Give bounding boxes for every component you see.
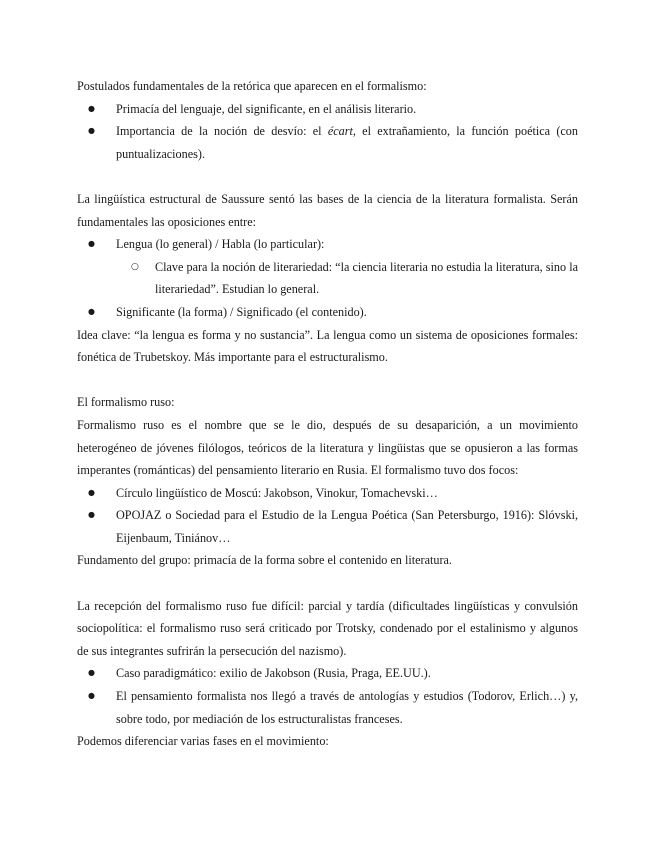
s3-list [77,482,578,550]
list-item-text-post: , el extrañamiento, la función poética (con puntualizaciones). [116,124,578,161]
list-item [77,301,578,324]
list-item-text-pre: Importancia de la noción de desvío: el [116,124,328,139]
s4-list [77,662,578,730]
list-item-text: Caso paradigmático: exilio de Jakobson (Rusia, Praga, EE.UU.). [116,666,431,681]
s2-list-cont [77,301,578,324]
list-item [77,662,578,685]
s2-idea-clave: Idea clave: “la lengua es forma y no sustancia”. La lengua como un sistema de oposiciones formales: fonética de Trubetskoy. Más importante para el estructuralismo. [77,327,578,365]
list-item-text: Primacía del lenguaje, del significante, en el análisis literario. [116,101,417,116]
list-item [77,685,578,730]
sub-list-item [77,256,578,301]
list-item-text: El pensamiento formalista nos llegó a través de antologías y estudios (Todorov, Erlich…) y, sobre todo, por mediación de los estructuralistas franceses. [116,689,578,726]
list-item-text: Lengua (lo general) / Habla (lo particular): [116,237,325,252]
s3-intro: Formalismo ruso es el nombre que se le dio, después de su desaparición, a un movimiento heterogéneo de jóvenes filólogos, teóricos de la literatura y lingüistas que se opusieron a las formas imperantes (románticas) del pensamiento literario en Rusia. El formalismo tuvo dos focos: [77,417,578,478]
s2-list [77,233,578,256]
list-item [77,504,578,549]
s2-sublist [77,256,578,301]
list-item-text: Significante (la forma) / Significado (el contenido). [116,304,367,319]
list-item-text: Círculo lingüístico de Moscú: Jakobson, Vinokur, Tomachevski… [116,485,438,500]
list-item [77,233,578,256]
s2-intro: La lingüística estructural de Saussure sentó las bases de la ciencia de la literatura formalista. Serán fundamentales las oposiciones entre: [77,191,578,229]
italic-term-ecart: écart [327,124,353,139]
list-item [77,120,578,165]
s4-fases: Podemos diferenciar varias fases en el movimiento: [77,734,329,749]
s3-title: El formalismo ruso: [77,395,175,410]
list-item [77,482,578,505]
s1-intro: Postulados fundamentales de la retórica que aparecen en el formalismo: [77,79,427,93]
list-item [77,98,578,121]
s1-list [77,98,578,166]
s4-intro: La recepción del formalismo ruso fue difícil: parcial y tardía (dificultades lingüísticas y convulsión sociopolítica: el formalismo ruso será criticado por Trotsky, condenado por el estalinismo y algunos de sus integrantes sufrirán la persecución del nazismo). [77,598,578,658]
sub-list-item-text: Clave para la noción de literariedad: “la ciencia literaria no estudia la literatura, sino la literariedad”. Estudian lo general. [155,259,578,297]
s3-fundamento: Fundamento del grupo: primacía de la forma sobre el contenido en literatura. [77,553,452,568]
list-item-text: OPOJAZ o Sociedad para el Estudio de la Lengua Poética (San Petersburgo, 1916): Slóvski, Eijenbaum, Tiniánov… [116,508,578,545]
